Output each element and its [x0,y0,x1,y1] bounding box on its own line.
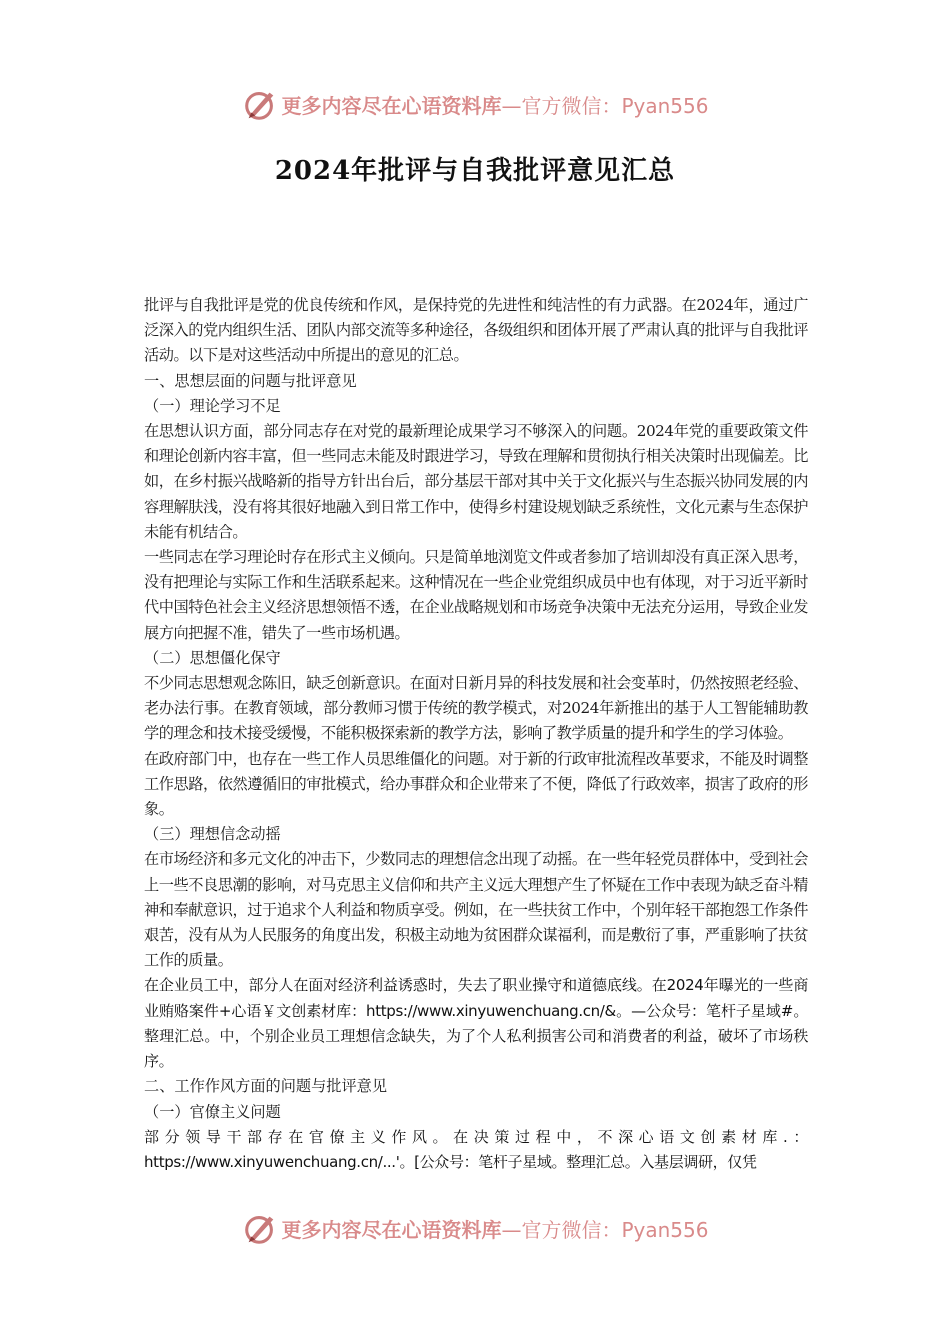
header-watermark-banner [0,84,950,124]
footer-banner-strong: 更多内容尽在心语资料库 [281,1217,502,1242]
pen-logo-icon [241,85,279,123]
header-banner-light: —官方微信：Pyan556 [501,93,709,118]
footer-watermark-banner [0,1208,950,1248]
paragraph: 在思想认识方面，部分同志存在对党的最新理论成果学习不够深入的问题。2024年党的重要政策文件和理论创新内容丰富，但一些同志未能及时跟进学习，导致在理解和贯彻执行相关决策时出现偏差。比如，在乡村振兴战略新的指导方针出台后，部分基层干部对其中关于文化振兴与生态振兴协同发展的内容理解肤浅，没有将其很好地融入到日常工作中，使得乡村建设规划缺乏系统性，文化元素与生态保护未能有机结合。 [144,422,808,541]
document-body [144,293,808,1175]
pen-logo-icon [241,1209,279,1247]
paragraph: 在市场经济和多元文化的冲击下，少数同志的理想信念出现了动摇。在一些年轻党员群体中，受到社会上一些不良思潮的影响，对马克思主义信仰和共产主义远大理想产生了怀疑在工作中表现为缺乏奋斗精神和奉献意识，过于追求个人利益和物质享受。例如，在一些扶贫工作中，个别年轻干部抱怨工作条件艰苦，没有从为人民服务的角度出发，积极主动地为贫困群众谋福利，而是敷衍了事，严重影响了扶贫工作的质量。 [144,850,808,970]
section-heading-2: 二、工作作风方面的问题与批评意见 [144,1077,387,1096]
paragraph-intro: 批评与自我批评是党的优良传统和作风，是保持党的先进性和纯洁性的有力武器。在2024年，通过广泛深入的党内组织生活、团队内部交流等多种途径，各级组织和团体开展了严肃认真的批评与自我批评活动。以下是对这些活动中所提出的意见的汇总。 [144,296,808,365]
header-banner-text [281,90,708,119]
subsection-heading-1-1: （一）理论学习不足 [144,396,281,415]
subsection-heading-1-3: （三）理想信念动摇 [144,825,281,844]
header-banner-strong: 更多内容尽在心语资料库 [281,93,502,118]
paragraph: 在政府部门中，也存在一些工作人员思维僵化的问题。对于新的行政审批流程改革要求，不能及时调整工作思路，依然遵循旧的审批模式，给办事群众和企业带来了不便，降低了行政效率，损害了政府的形象。 [144,749,808,819]
paragraph: 一些同志在学习理论时存在形式主义倾向。只是简单地浏览文件或者参加了培训却没有真正深入思考，没有把理论与实际工作和生活联系起来。这种情况在一些企业党组织成员中也有体现，对于习近平新时代中国特色社会主义经济思想领悟不透，在企业战略规划和市场竞争决策中无法充分运用，导致企业发展方向把握不准，错失了一些市场机遇。 [144,548,808,642]
paragraph: 不少同志思想观念陈旧，缺乏创新意识。在面对日新月异的科技发展和社会变革时，仍然按照老经验、老办法行事。在教育领域，部分教师习惯于传统的教学模式，对2024年新推出的基于人工智能辅助教学的理念和技术接受缓慢，不能积极探索新的教学方法，影响了教学质量的提升和学生的学习体验。 [144,674,808,743]
subsection-heading-2-1: （一）官僚主义问题 [144,1102,281,1121]
document-title: 2024年批评与自我批评意见汇总 [274,156,676,186]
paragraph-injected: 部分领导干部存在官僚主义作风。在决策过程中，不深心语文创素材库.：https://www.xinyuwenchuang.cn/...'。[公众号：笔杆子星域。整理汇总。入基层调研，仅凭 [144,1127,808,1171]
paragraph-injected: 在企业员工中，部分人在面对经济利益诱惑时，失去了职业操守和道德底线。在2024年曝光的一些商业贿赂案件+心语￥文创素材库：https://www.xinyuwenchuang.cn/&。—公众号：笔杆子星域#。整理汇总。中，个别企业员工理想信念缺失，为了个人私利损害公司和消费者的利益，破坏了市场秩序。 [144,976,808,1071]
subsection-heading-1-2: （二）思想僵化保守 [144,648,281,667]
footer-banner-light: —官方微信：Pyan556 [501,1217,709,1242]
section-heading-1: 一、思想层面的问题与批评意见 [144,371,357,390]
footer-banner-text [281,1214,708,1243]
